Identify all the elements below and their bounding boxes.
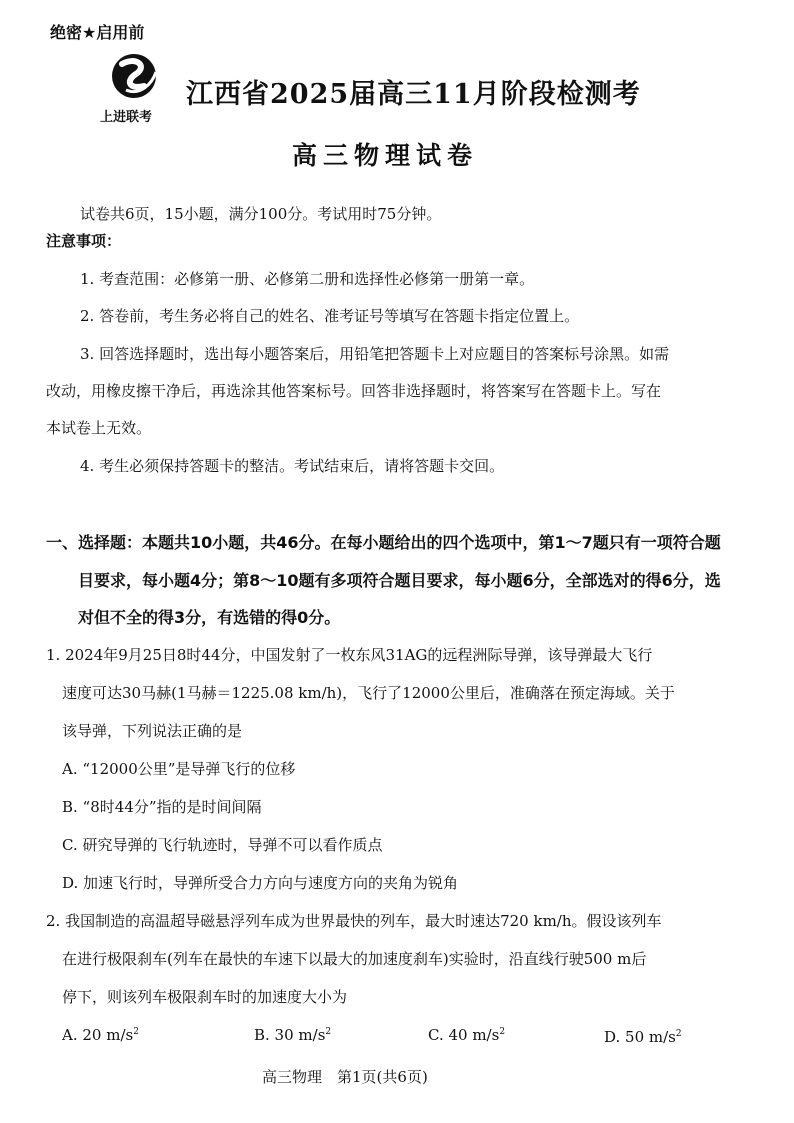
paper-info: 试卷共6页，15小题，满分100分。考试用时75分钟。 [80,205,442,223]
question-1-stem-line-1: 1. 2024年9月25日8时44分，中国发射了一枚东风31AG的远程洲际导弹，该导弹最大飞行 [46,646,653,664]
question-2-option-d: D. 50 $m/s^2$ [604,1028,682,1046]
notice-item-2: 2. 答卷前，考生务必将自己的姓名、准考证号等填写在答题卡指定位置上。 [80,307,580,325]
notice-item-3-line-1: 3. 回答选择题时，选出每小题答案后，用铅笔把答题卡上对应题目的答案标号涂黑。如需 [80,345,670,363]
exam-logo [96,50,172,124]
question-1-stem-line-3: 该导弹，下列说法正确的是 [62,722,243,740]
notice-item-3-line-3: 本试卷上无效。 [46,419,152,437]
section-1-instructions-line-2: 目要求，每小题4分；第8～10题有多项符合题目要求，每小题6分，全部选对的得6分，选 [78,571,721,590]
question-2-option-b: B. 30 $m/s^2$ [254,1026,332,1044]
notice-item-4: 4. 考生必须保持答题卡的整洁。考试结束后，请将答题卡交回。 [80,457,505,475]
exam-title: 江西省2025届高三11月阶段检测考 [186,79,641,110]
question-1-stem-line-2: 速度可达30马赫(1马赫＝1225.08 km/h)，飞行了12000公里后，准确落在预定海域。关于 [62,684,675,702]
logo-text: 上进联考 [100,110,153,125]
notice-heading: 注意事项： [46,232,122,250]
notice-item-1: 1. 考查范围：必修第一册、必修第二册和选择性必修第一册第一章。 [80,270,535,288]
confidential-label: 绝密★启用前 [50,23,145,42]
question-1-option-c: C. 研究导弹的飞行轨迹时，导弹不可以看作质点 [62,836,383,854]
page-footer: 高三物理 第1页(共6页) [262,1068,428,1086]
paper-title: 高三物理试卷 [292,141,479,170]
question-2-stem-line-1: 2. 我国制造的高温超导磁悬浮列车成为世界最快的列车，最大时速达720 km/h。假设该列车 [46,912,662,930]
question-2-stem-line-3: 停下，则该列车极限刹车时的加速度大小为 [62,988,348,1006]
section-1-instructions-line-1: 一、选择题：本题共10小题，共46分。在每小题给出的四个选项中，第1～7题只有一项符合题 [46,533,721,552]
question-2-option-a: A. 20 $m/s^2$ [62,1026,139,1044]
question-1-option-b: B. “8时44分”指的是时间间隔 [62,798,262,816]
section-1-instructions-line-3: 对但不全的得3分，有选错的得0分。 [78,608,341,627]
question-2-stem-line-2: 在进行极限刹车(列车在最快的车速下以最大的加速度刹车)实验时，沿直线行驶500 m后 [62,950,647,968]
question-1-option-a: A. “12000公里”是导弹飞行的位移 [62,760,296,778]
question-1-option-d: D. 加速飞行时，导弹所受合力方向与速度方向的夹角为锐角 [62,874,459,892]
question-2-option-c: C. 40 $m/s^2$ [428,1026,506,1044]
notice-item-3-line-2: 改动，用橡皮擦干净后，再选涂其他答案标号。回答非选择题时，将答案写在答题卡上。写在 [46,382,662,400]
